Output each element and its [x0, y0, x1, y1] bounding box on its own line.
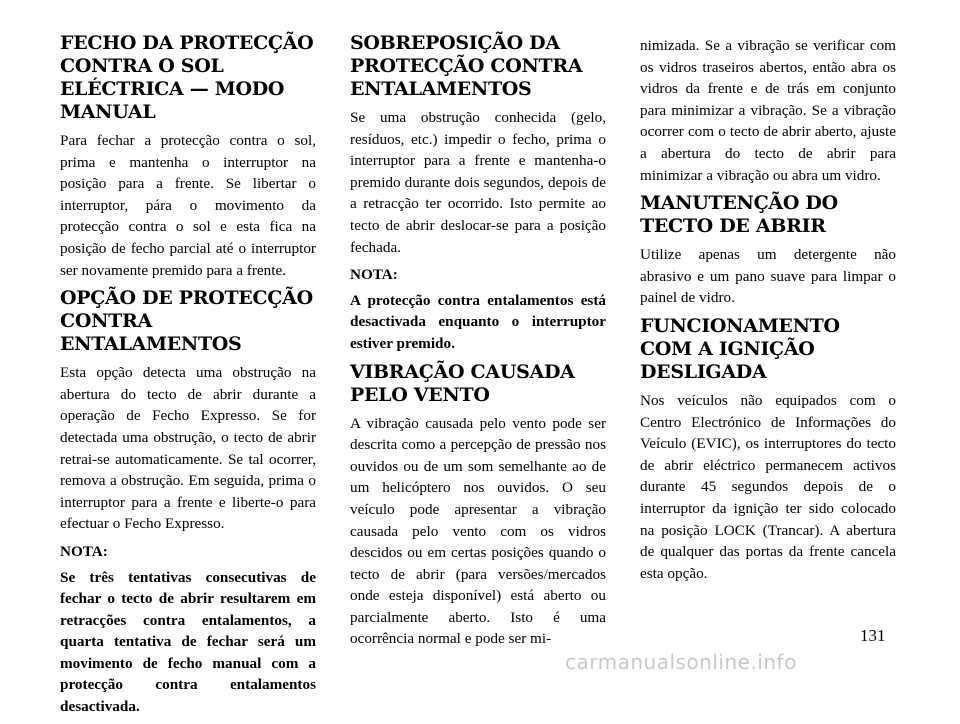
- note-label: NOTA:: [350, 266, 398, 284]
- paragraph-manual-sunshade-close: Para fechar a protecção contra o sol, prima e mantenha o interruptor na posição para a frente. Se libertar o interruptor, pára o movimento da protecção contra o sol e esta fica na posição de fecho parcial até o interruptor ser novamente premido para a frente.: [60, 132, 316, 279]
- paragraph-pinch-override: Se uma obstrução conhecida (gelo, resíduos, etc.) impedir o fecho, prima o interruptor para a frente e mantenha-o premido durante dois segundos, depois de a retracção ter ocorrido. Isto permite ao tecto de abrir deslocar-se para a posição fechada.: [350, 109, 606, 256]
- column-right: [640, 35, 896, 590]
- column-middle: [350, 32, 606, 656]
- page-number: 131: [860, 626, 886, 645]
- heading-sunroof-maintenance: MANUTENÇÃO DO TECTO DE ABRIR: [640, 192, 838, 238]
- heading-manual-sunshade-close: FECHO DA PROTECÇÃO CONTRA O SOL ELÉCTRICA — MODO MANUAL: [60, 32, 314, 123]
- paragraph-pinch-protect: Esta opção detecta uma obstrução na abertura do tecto de abrir durante a operação de Fecho Expresso. Se for detectada uma obstrução, o tecto de abrir retrai-se automaticamente. Se tal ocorrer, remova a obstrução. Em seguida, prima o interruptor para a frente e liberte-o para efectuar o Fecho Expresso.: [60, 364, 316, 533]
- paragraph-ignition-off-operation: Nos veículos não equipados com o Centro Electrónico de Informações do Veículo (EVIC), os interruptores do tecto de abrir eléctrico permanecem activos durante 45 segundos depois de o interruptor da ignição ter sido colocado na posição LOCK (Trancar). A abertura de qualquer das portas da frente cancela esta opção.: [640, 391, 896, 582]
- heading-wind-buffeting: VIBRAÇÃO CAUSADA PELO VENTO: [350, 360, 575, 406]
- heading-pinch-protect: OPÇÃO DE PROTECÇÃO CONTRA ENTALAMENTOS: [60, 287, 313, 356]
- heading-pinch-override: SOBREPOSIÇÃO DA PROTECÇÃO CONTRA ENTALAMENTOS: [350, 32, 583, 100]
- note-text: A protecção contra entalamentos está desactivada enquanto o interruptor estiver premido.: [350, 291, 606, 352]
- column-left: [60, 32, 316, 724]
- note-text: Se três tentativas consecutivas de fechar o tecto de abrir resultarem em retracções contra entalamentos, a quarta tentativa de fechar será um movimento de fecho manual com a protecção contra entalamentos desactivada.: [60, 568, 316, 716]
- paragraph-wind-buffeting-continued: nimizada. Se a vibração se verificar com os vidros traseiros abertos, então abra os vidros da frente e de trás em conjunto para minimizar a vibração. Se a vibração ocorrer com o tecto de abrir aberto, ajuste a abertura do tecto de abrir para minimizar a vibração ou abra um vidro.: [640, 37, 896, 184]
- paragraph-wind-buffeting: A vibração causada pelo vento pode ser descrita como a percepção de pressão nos ouvidos ou de um som semelhante ao de um helicóptero nos ouvidos. O seu veículo pode apresentar a vibração causada pelo vento com os vidros descidos ou em certas posições quando o tecto de abrir (para versões/mercados onde esteja disponível) está aberto ou parcialmente aberto. Isto é uma ocorrência normal e pode ser mi-: [350, 414, 606, 648]
- watermark: carmanualsonline.info: [565, 650, 797, 674]
- note-label: NOTA:: [60, 542, 108, 560]
- paragraph-sunroof-maintenance: Utilize apenas um detergente não abrasivo e um pano suave para limpar o painel de vidro.: [640, 246, 896, 307]
- heading-ignition-off-operation: FUNCIONAMENTO COM A IGNIÇÃO DESLIGADA: [640, 314, 840, 383]
